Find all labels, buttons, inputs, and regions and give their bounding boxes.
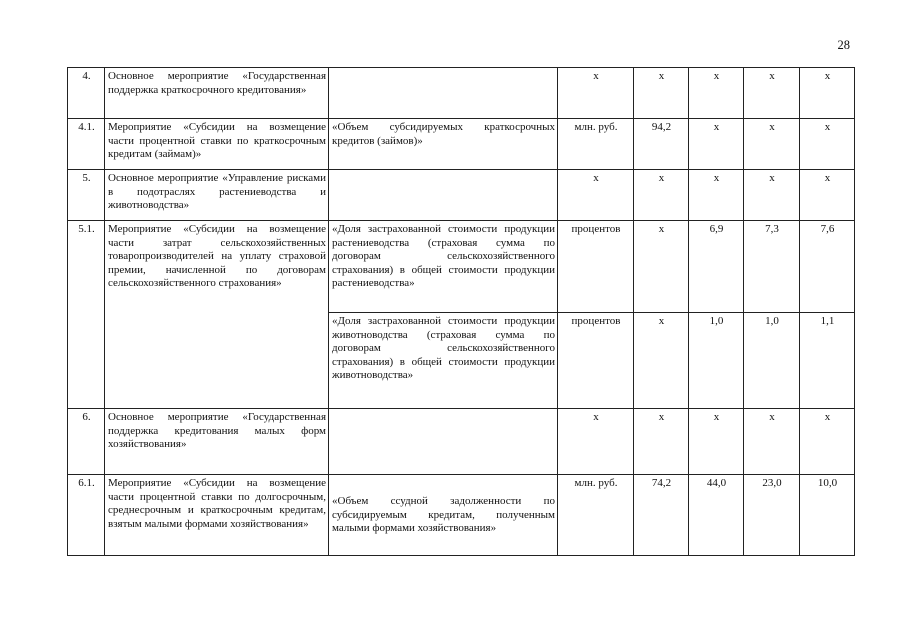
unit-cell: млн. руб. <box>558 475 634 556</box>
value-cell: х <box>800 119 855 170</box>
measure-cell: Основное мероприятие «Государственная поддержка краткосрочного кредитования» <box>105 68 329 119</box>
value-cell: 94,2 <box>634 119 689 170</box>
value-cell: 7,6 <box>800 221 855 313</box>
value-cell: х <box>634 313 689 409</box>
value-cell: х <box>800 409 855 475</box>
value-cell: 1,0 <box>689 313 744 409</box>
table-row <box>68 221 855 313</box>
indicator-cell <box>329 170 558 221</box>
indicator-cell: «Объем субсидируемых краткосрочных кредитов (займов)» <box>329 119 558 170</box>
indicator-cell <box>329 409 558 475</box>
measure-cell: Основное мероприятие «Управление рисками в подотраслях растениеводства и животноводства» <box>105 170 329 221</box>
value-cell: 10,0 <box>800 475 855 556</box>
value-cell: х <box>634 68 689 119</box>
indicator-cell: «Доля застрахованной стоимости продукции животноводства (страховая сумма по договорам сельскохозяйственного страхования) в общей стоимости продукции животноводства» <box>329 313 558 409</box>
value-cell: х <box>800 170 855 221</box>
unit-cell: процентов <box>558 313 634 409</box>
unit-cell: х <box>558 68 634 119</box>
value-cell: 6,9 <box>689 221 744 313</box>
value-cell: 1,0 <box>744 313 800 409</box>
value-cell: х <box>689 119 744 170</box>
value-cell: х <box>689 409 744 475</box>
value-cell: х <box>634 409 689 475</box>
table-row <box>68 409 855 475</box>
measure-cell: Мероприятие «Субсидии на возмещение части затрат сельскохозяйственных товаропроизводителей на уплату страховой премии, начисленной по договорам сельскохозяйственного страхования» <box>105 221 329 409</box>
measure-cell: Мероприятие «Субсидии на возмещение части процентной ставки по краткосрочным кредитам (займам)» <box>105 119 329 170</box>
row-number: 4. <box>68 68 105 119</box>
row-number: 6.1. <box>68 475 105 556</box>
value-cell: х <box>634 221 689 313</box>
unit-cell: х <box>558 409 634 475</box>
row-number: 5.1. <box>68 221 105 409</box>
measure-cell: Мероприятие «Субсидии на возмещение части процентной ставки по долгосрочным, среднесрочным и краткосрочным кредитам, взятым малыми формами хозяйствования» <box>105 475 329 556</box>
indicator-cell: «Объем ссудной задолженности по субсидируемым кредитам, полученным малыми формами хозяйствования» <box>329 475 558 556</box>
value-cell: х <box>634 170 689 221</box>
value-cell: 7,3 <box>744 221 800 313</box>
table-row <box>68 170 855 221</box>
value-cell: 23,0 <box>744 475 800 556</box>
row-number: 6. <box>68 409 105 475</box>
value-cell: х <box>744 68 800 119</box>
value-cell: х <box>689 170 744 221</box>
value-cell: 74,2 <box>634 475 689 556</box>
row-number: 5. <box>68 170 105 221</box>
value-cell: 44,0 <box>689 475 744 556</box>
program-indicators-table <box>67 67 855 556</box>
unit-cell: х <box>558 170 634 221</box>
indicator-cell <box>329 68 558 119</box>
value-cell: х <box>744 409 800 475</box>
value-cell: х <box>800 68 855 119</box>
measure-cell: Основное мероприятие «Государственная поддержка кредитования малых форм хозяйствования» <box>105 409 329 475</box>
row-number: 4.1. <box>68 119 105 170</box>
table-row <box>68 68 855 119</box>
table-row <box>68 119 855 170</box>
table-row <box>68 475 855 556</box>
value-cell: х <box>689 68 744 119</box>
indicator-cell: «Доля застрахованной стоимости продукции растениеводства (страховая сумма по договорам сельскохозяйственного страхования) в общей стоимости продукции растениеводства» <box>329 221 558 313</box>
value-cell: х <box>744 170 800 221</box>
page-number: 28 <box>837 38 850 52</box>
value-cell: х <box>744 119 800 170</box>
unit-cell: процентов <box>558 221 634 313</box>
value-cell: 1,1 <box>800 313 855 409</box>
unit-cell: млн. руб. <box>558 119 634 170</box>
